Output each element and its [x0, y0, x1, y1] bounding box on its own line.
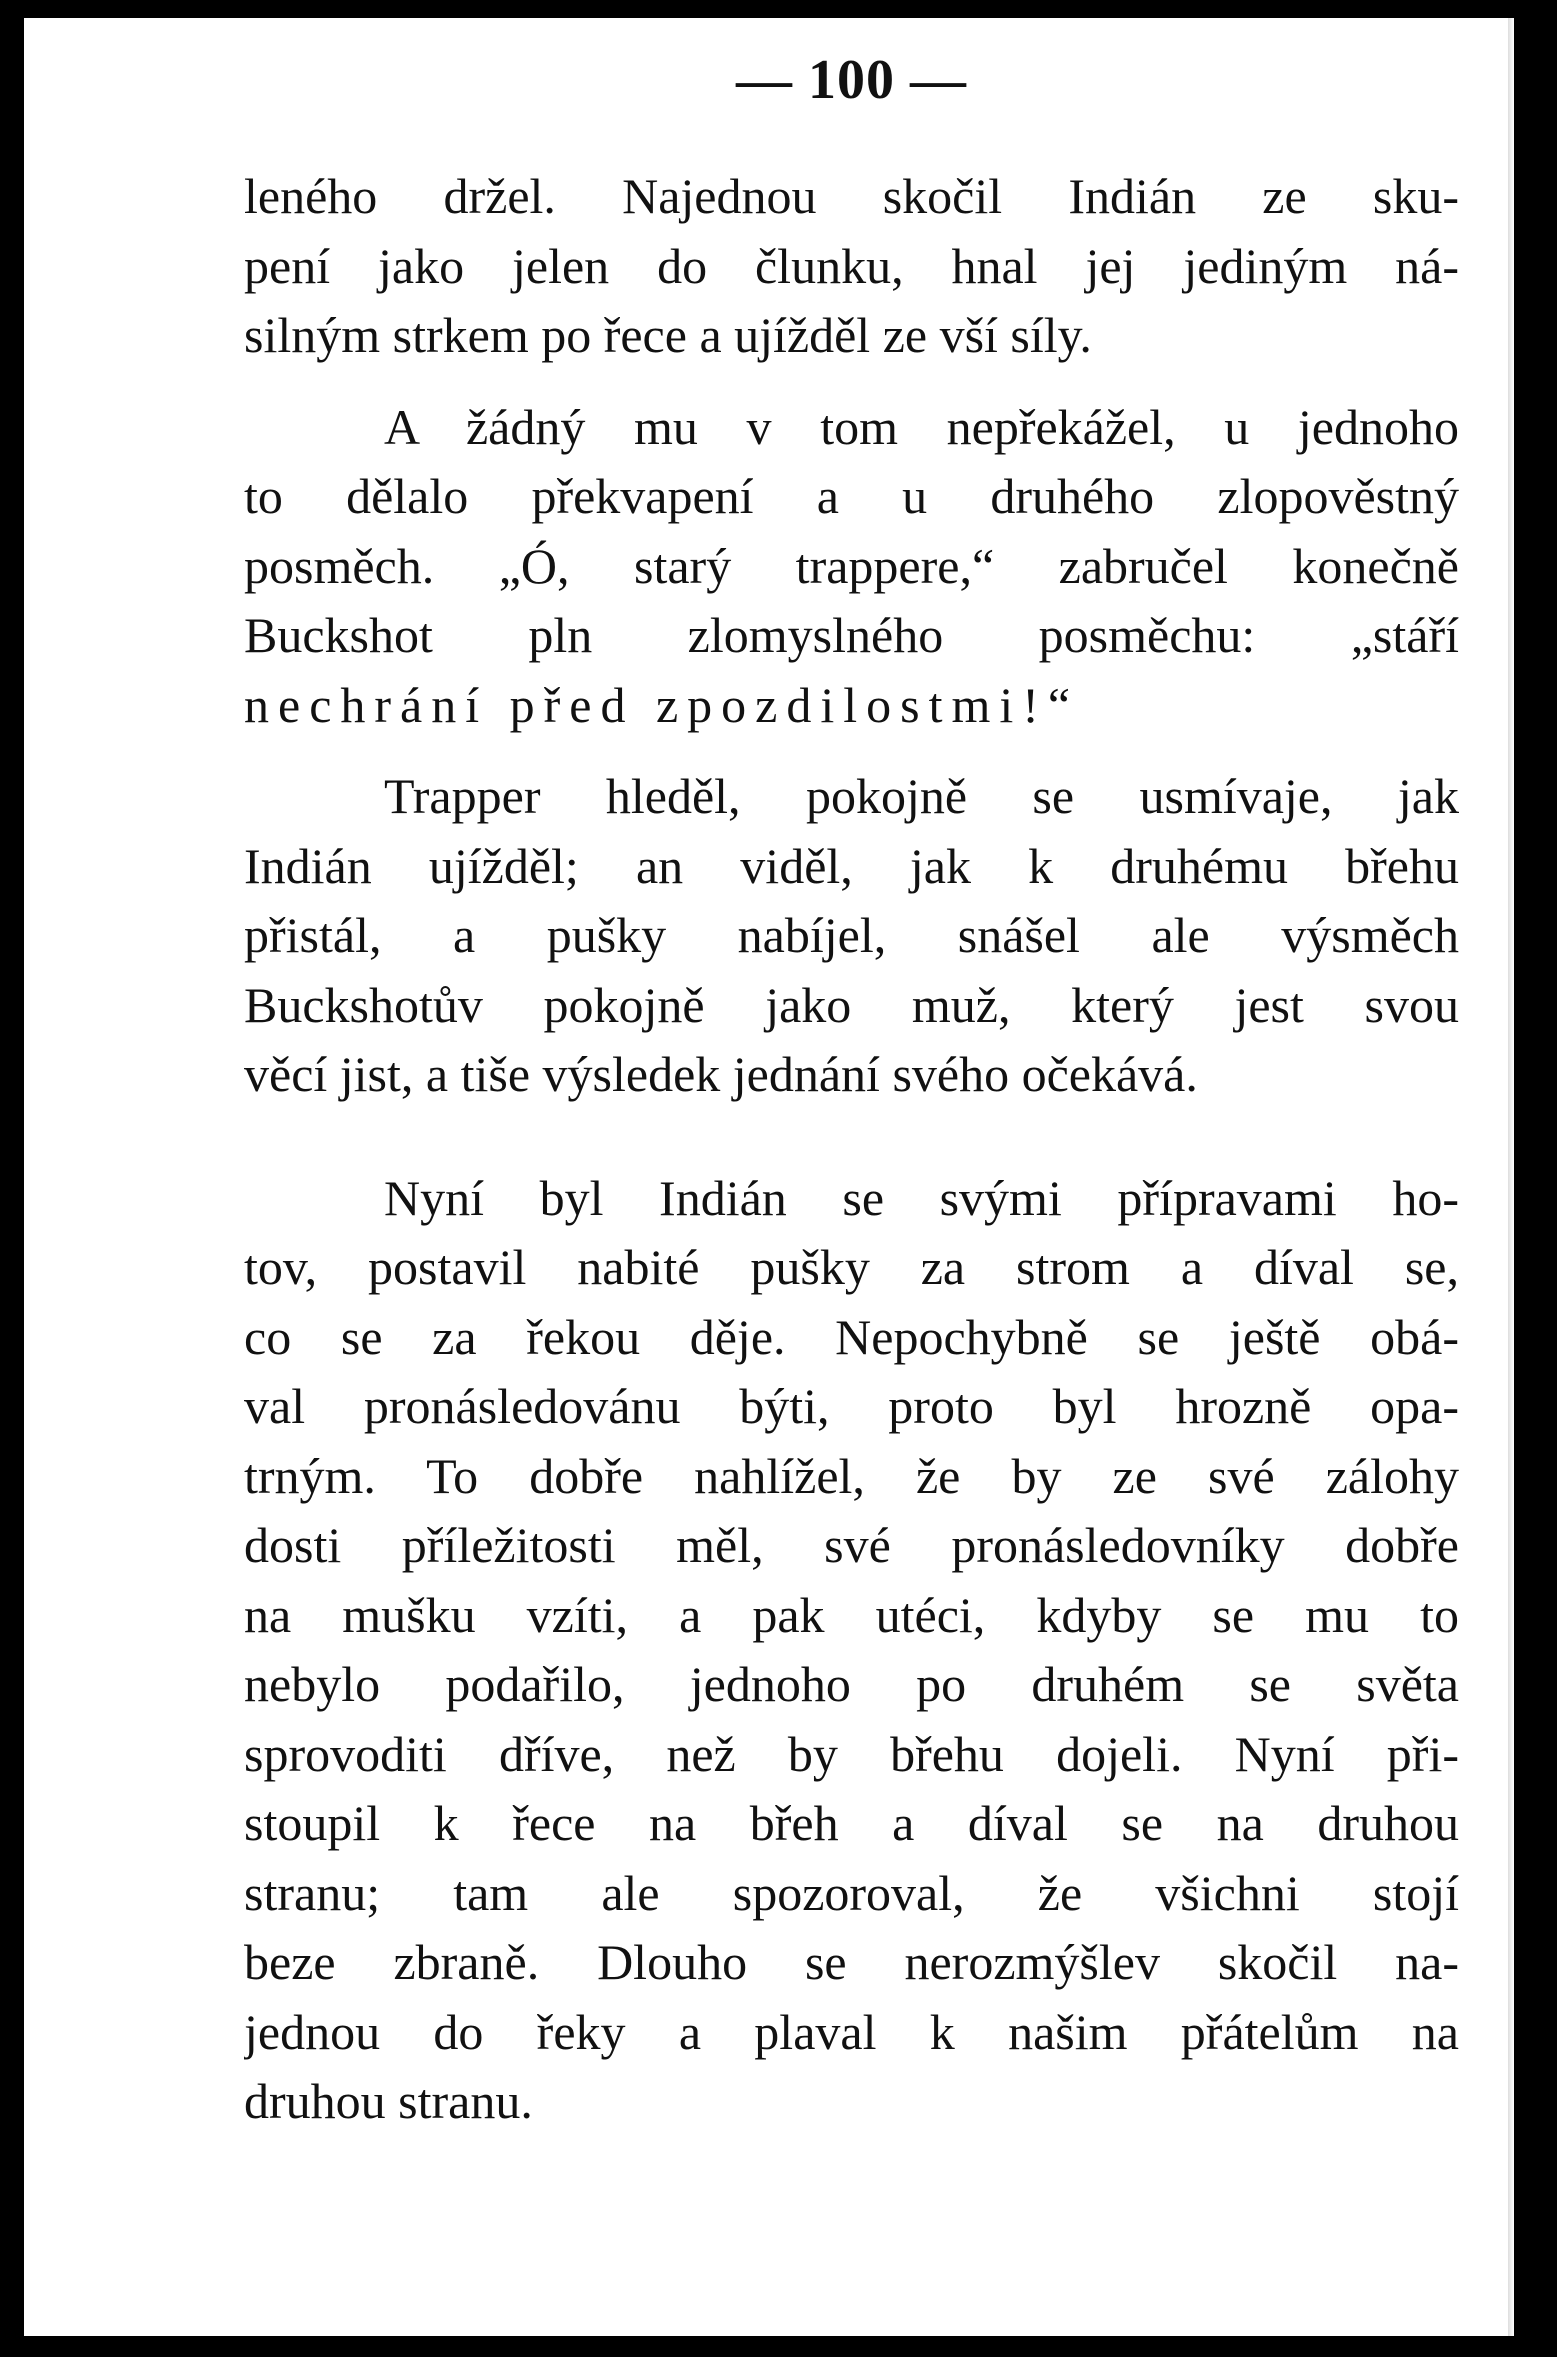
text-line: věcí jist, a tiše výsledek jednání svého očekává. [244, 1046, 1198, 1102]
text-line: sprovoditi dříve, než by břehu dojeli. Nyní při- [244, 1725, 1459, 1782]
text-line: Buckshotův pokojně jako muž, který jest svou [244, 976, 1459, 1033]
text-line: na mušku vzíti, a pak utéci, kdyby se mu to [244, 1586, 1459, 1643]
text-line: jednou do řeky a plaval k našim přátelům na [244, 2003, 1459, 2060]
text-block [244, 49, 1459, 2137]
text-line: nechrání před zpozdilostmi!“ [244, 676, 1080, 733]
text-line: leného držel. Najednou skočil Indián ze sku- [244, 168, 1459, 224]
text-line: nebylo podařilo, jednoho po druhém se světa [244, 1656, 1459, 1712]
text-line: posměch. „Ó, starý trappere,“ zabručel konečně [244, 537, 1459, 594]
paragraph-1 [244, 162, 1459, 371]
book-page [24, 18, 1514, 2336]
text-line: druhou stranu. [244, 2073, 533, 2129]
paragraph-4 [244, 1164, 1459, 2137]
text-line: stoupil k řece na břeh a díval se na druhou [244, 1795, 1459, 1851]
text-line: A žádný mu v tom nepřekážel, u jednoho [384, 398, 1459, 455]
text-line: přistál, a pušky nabíjel, snášel ale výsměch [244, 907, 1459, 963]
text-line: beze zbraně. Dlouho se nerozmýšlev skočil na- [244, 1934, 1459, 1990]
paragraph-2 [244, 393, 1459, 741]
text-line: to dělalo překvapení a u druhého zlopověstný [244, 468, 1459, 524]
text-line: Nyní byl Indián se svými přípravami ho- [384, 1169, 1459, 1226]
text-line: silným strkem po řece a ujížděl ze vší síly. [244, 307, 1092, 363]
paragraph-3 [244, 762, 1459, 1110]
text-line: Trapper hleděl, pokojně se usmívaje, jak [384, 768, 1459, 824]
text-line: stranu; tam ale spozoroval, že všichni stojí [244, 1864, 1459, 1921]
text-line: tov, postavil nabité pušky za strom a díval se, [244, 1239, 1459, 1295]
page-number: — 100 — [736, 49, 967, 111]
text-line: Buckshot pln zlomyslného posměchu: „stáří [244, 607, 1459, 663]
text-line: dosti příležitosti měl, své pronásledovníky dobře [244, 1517, 1459, 1573]
text-line: co se za řekou děje. Nepochybně se ještě obá- [244, 1308, 1459, 1365]
text-line: val pronásledovánu býti, proto byl hrozně opa- [244, 1378, 1459, 1434]
text-line: pení jako jelen do člunku, hnal jej jediným ná- [244, 237, 1459, 294]
page-edge [1508, 18, 1514, 2336]
text-line: Indián ujížděl; an viděl, jak k druhému břehu [244, 837, 1459, 894]
text-line: trným. To dobře nahlížel, že by ze své zálohy [244, 1447, 1459, 1504]
